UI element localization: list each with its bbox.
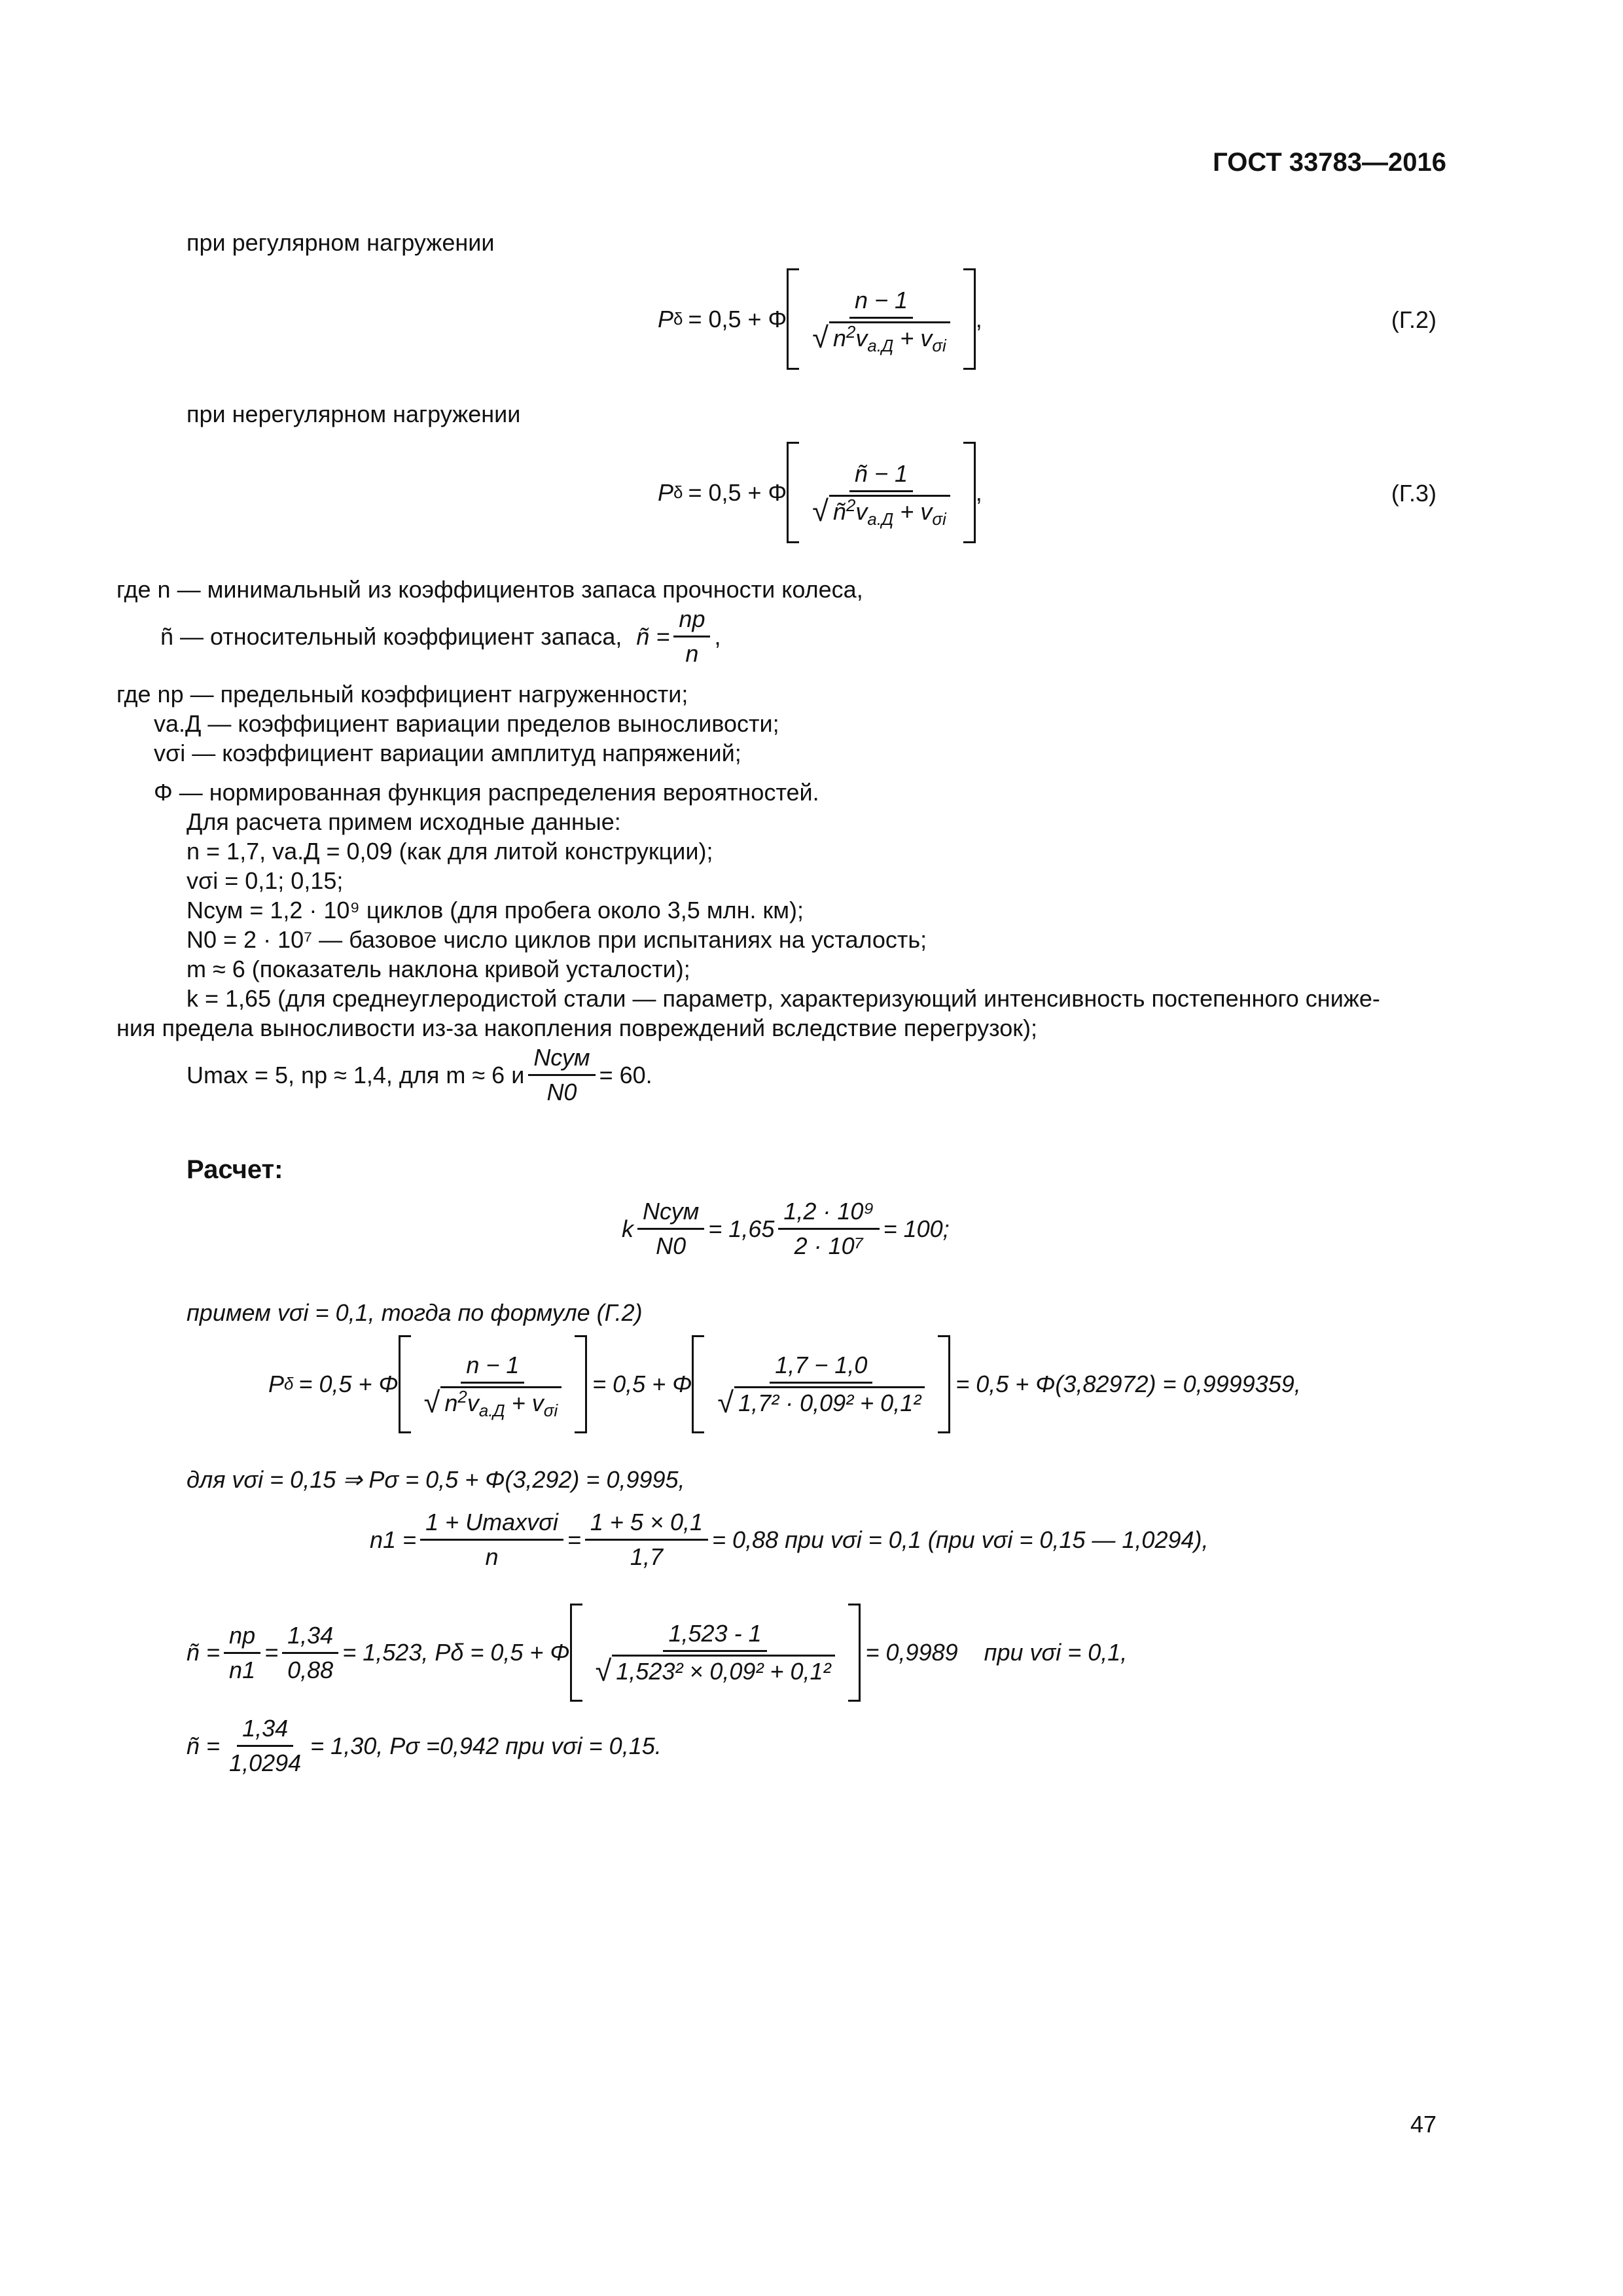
calc-line-3: P δ = 0,5 + Φ n − 1 √ $n^2v_{а.Д} + v_{\sigma i}$ = 0,5 + Φ 1,7 − 1,0 √ 1,7² · 0,09² + 0,1² = 0,5 + Φ(3,82972) = 0,9999359, [268,1335,1301,1433]
bracket [787,442,975,543]
radicand: $ñ^2v_{а.Д} + v_{\sigma i}$ [829,495,950,526]
definition-phi: Φ — нормированная функция распределения вероятностей. [154,779,819,806]
equation-tag-g2: (Г.2) [1391,306,1436,333]
numerator: ñ − 1 [849,460,913,492]
half-phi: = 0,5 + Φ [688,478,787,506]
denominator [807,319,955,355]
irregular-loading-label: при нерегулярном нагружении [187,401,521,427]
input-data-6b: ния предела выносливости из-за накопления повреждений вследствие перегрузок); [116,1014,1038,1041]
document-standard-code: ГОСТ 33783—2016 [1213,148,1446,177]
calc-line-6: ñ = $\frac{np}{n1}$ = $\frac{1,34}{0,88}$ = 1,523, Pδ = 0,5 + Φ 1,523 - 1 √ 1,523² × 0,09² + 0,1² = 0,9989 при vσi = 0,1, [187,1604,1127,1702]
numerator: n − 1 [849,287,913,319]
fraction [807,459,955,529]
calc-line-2: примем vσi = 0,1, тогда по формуле (Г.2) [187,1299,643,1326]
definition-vsigma: vσi — коэффициент вариации амплитуд напряжений; [154,740,741,766]
calc-title: Расчет: [187,1155,283,1184]
fraction: $\frac{\text{Nсум}}{N0}$ [528,1044,595,1106]
half-phi: = 0,5 + Φ [688,305,787,332]
input-data-1: n = 1,7, vа.Д = 0,09 (как для литой конструкции); [187,838,713,865]
input-data-4: N0 = 2 · 10⁷ — базовое число циклов при испытаниях на усталость; [187,926,927,953]
regular-loading-label: при регулярном нагружении [187,229,495,256]
comma: , [975,478,982,506]
comma: , [975,305,982,332]
definition-ntilde: ñ — относительный коэффициент запаса, ñ = $\frac{np}{n}$ , [160,605,721,667]
sqrt-sign: √ [812,493,829,528]
calc-line-4: для vσi = 0,15 ⇒ Pσ = 0,5 + Φ(3,292) = 0,9995, [187,1466,685,1493]
formula-g2: P δ = 0,5 + Φ n − 1 √ $n^2v_{а.Д} + v_{\sigma i}$ , [658,268,982,370]
p-symbol: P [658,305,674,332]
calc-line-7: ñ = $\frac{1,34}{1,0294}$ = 1,30, Pσ =0,942 при vσi = 0,15. [187,1715,662,1776]
radicand: $n^2v_{а.Д} + v_{\sigma i}$ [829,321,950,352]
definition-n: где n — минимальный из коэффициентов запаса прочности колеса, [116,576,863,603]
sqrt [812,320,950,355]
calc-line-1: k $\frac{\text{Nсум}}{N0}$ = 1,65 $\frac{\text{1,2 · 10⁹}}{\text{2 · 10⁷}}$ = 100; [622,1198,950,1259]
definition-np: где np — предельный коэффициент нагруженности; [116,681,688,708]
input-data-5: m ≈ 6 (показатель наклона кривой усталости); [187,956,690,982]
equation-tag-g3: (Г.3) [1391,480,1436,507]
fraction [807,286,955,355]
bracket [787,268,975,370]
input-data-3: Nсум = 1,2 · 10⁹ циклов (для пробега около 3,5 млн. км); [187,897,804,924]
input-data-2: vσi = 0,1; 0,15; [187,867,344,894]
sqrt-sign: √ [812,320,829,354]
calc-line-5: n1 = $\frac{\text{1 + Umaxvσi}}{n}$ = $\frac{1 + 5 \times 0,1}{1,7}$ = 0,88 при vσi = 0,1 (при vσi = 0,15 — 1,0294), [370,1509,1209,1570]
input-data-7: Umax = 5, np ≈ 1,4, для m ≈ 6 и $\frac{\text{Nсум}}{N0}$ = 60. [187,1044,652,1105]
fraction: $\frac{np}{n}$ [673,605,710,668]
p-symbol: P [658,478,674,506]
denominator [807,492,955,529]
definition-vad: vа.Д — коэффициент вариации пределов выносливости; [154,710,779,737]
page-number: 47 [1410,2111,1436,2138]
formula-g3: P δ = 0,5 + Φ ñ − 1 √ $ñ^2v_{а.Д} + v_{\sigma i}$ , [658,442,982,543]
input-data-intro: Для расчета примем исходные данные: [187,808,621,835]
input-data-6a: k = 1,65 (для среднеуглеродистой стали — параметр, характеризующий интенсивность постепенного сниже- [187,985,1380,1012]
sqrt [812,493,950,529]
